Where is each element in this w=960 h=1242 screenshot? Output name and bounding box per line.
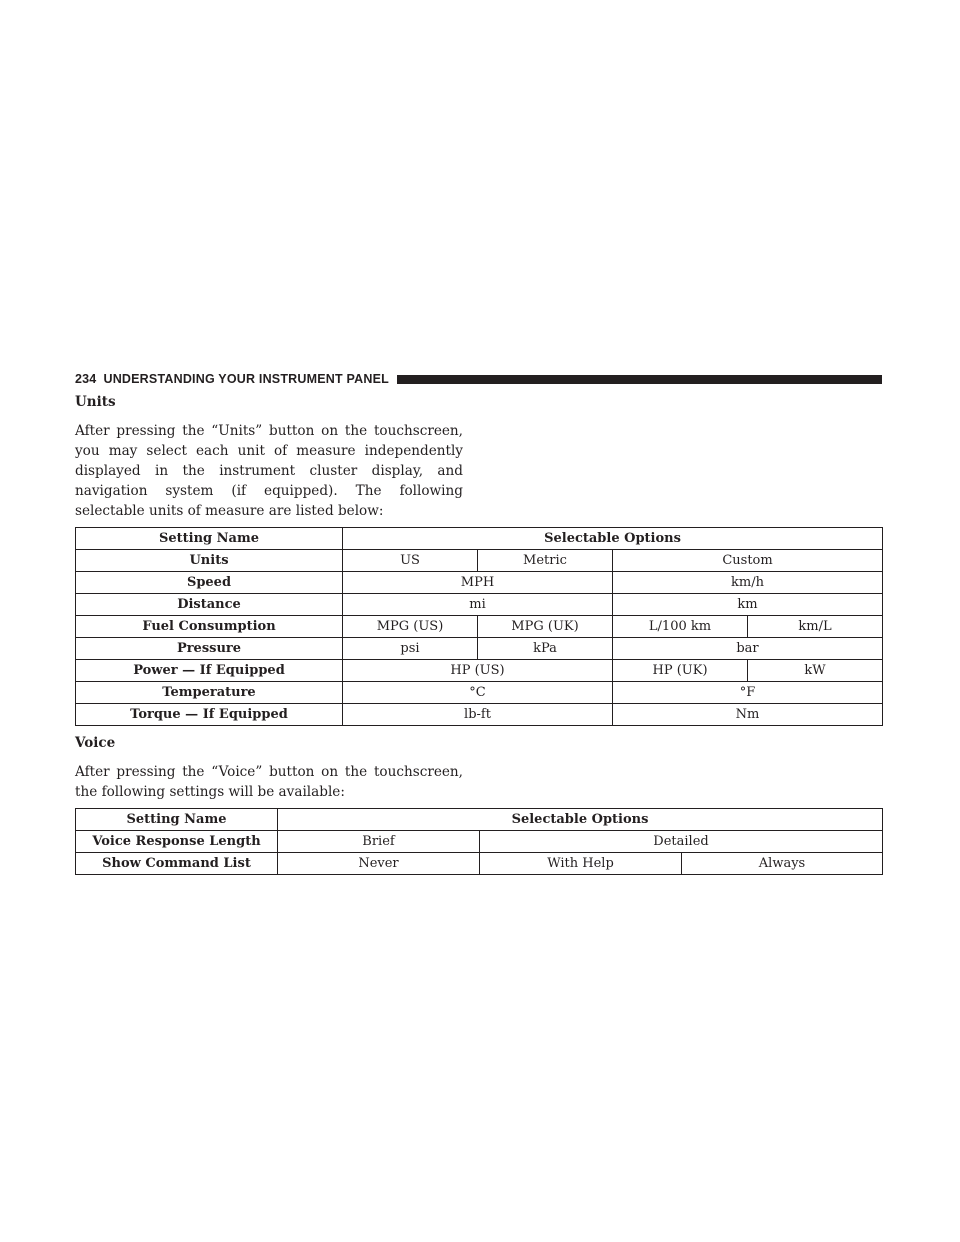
setting-name: Temperature	[76, 682, 343, 704]
table-row	[76, 572, 883, 594]
column-header: Setting Name	[76, 528, 343, 550]
table-row	[76, 550, 883, 572]
setting-name: Units	[76, 550, 343, 572]
option-cell: °F	[613, 682, 883, 704]
option-cell: Detailed	[480, 831, 883, 853]
table-row	[76, 853, 883, 875]
voice-heading: Voice	[75, 735, 116, 751]
option-cell: bar	[613, 638, 883, 660]
setting-name: Distance	[76, 594, 343, 616]
option-cell: kW	[748, 660, 883, 682]
voice-intro: After pressing the “Voice” button on the touchscreen, the following settings will be available:	[75, 764, 463, 800]
option-cell: HP (UK)	[613, 660, 748, 682]
column-header: Selectable Options	[278, 809, 883, 831]
option-cell: MPH	[343, 572, 613, 594]
table-row	[76, 831, 883, 853]
units-heading: Units	[75, 394, 116, 410]
units-intro: After pressing the “Units” button on the touchscreen, you may select each unit of measure independently displayed in the instrument cluster display, and navigation system (if equipped). The following selectable units of measure are listed below:	[75, 423, 463, 519]
voice-table	[75, 808, 883, 875]
table-row	[76, 660, 883, 682]
table-header-row	[76, 528, 883, 550]
setting-name: Show Command List	[76, 853, 278, 875]
section-title: UNDERSTANDING YOUR INSTRUMENT PANEL	[103, 372, 389, 386]
page-content	[75, 392, 882, 875]
option-cell: km/h	[613, 572, 883, 594]
setting-name: Torque — If Equipped	[76, 704, 343, 726]
option-cell: kPa	[478, 638, 613, 660]
option-cell: psi	[343, 638, 478, 660]
option-cell: With Help	[480, 853, 682, 875]
option-cell: km/L	[748, 616, 883, 638]
column-header: Selectable Options	[343, 528, 883, 550]
option-cell: Metric	[478, 550, 613, 572]
option-cell: HP (US)	[343, 660, 613, 682]
table-header-row	[76, 809, 883, 831]
option-cell: Nm	[613, 704, 883, 726]
option-cell: °C	[343, 682, 613, 704]
table-row	[76, 616, 883, 638]
page-header	[75, 372, 882, 386]
option-cell: L/100 km	[613, 616, 748, 638]
table-row	[76, 638, 883, 660]
table-row	[76, 682, 883, 704]
option-cell: Custom	[613, 550, 883, 572]
option-cell: US	[343, 550, 478, 572]
units-table	[75, 527, 883, 726]
option-cell: Never	[278, 853, 480, 875]
option-cell: mi	[343, 594, 613, 616]
header-rule	[397, 375, 882, 384]
page-number: 234	[75, 372, 97, 386]
option-cell: km	[613, 594, 883, 616]
option-cell: MPG (US)	[343, 616, 478, 638]
setting-name: Power — If Equipped	[76, 660, 343, 682]
option-cell: MPG (UK)	[478, 616, 613, 638]
column-header: Setting Name	[76, 809, 278, 831]
setting-name: Voice Response Length	[76, 831, 278, 853]
option-cell: Always	[682, 853, 883, 875]
option-cell: Brief	[278, 831, 480, 853]
option-cell: lb-ft	[343, 704, 613, 726]
table-row	[76, 594, 883, 616]
setting-name: Pressure	[76, 638, 343, 660]
setting-name: Fuel Consumption	[76, 616, 343, 638]
table-row	[76, 704, 883, 726]
setting-name: Speed	[76, 572, 343, 594]
